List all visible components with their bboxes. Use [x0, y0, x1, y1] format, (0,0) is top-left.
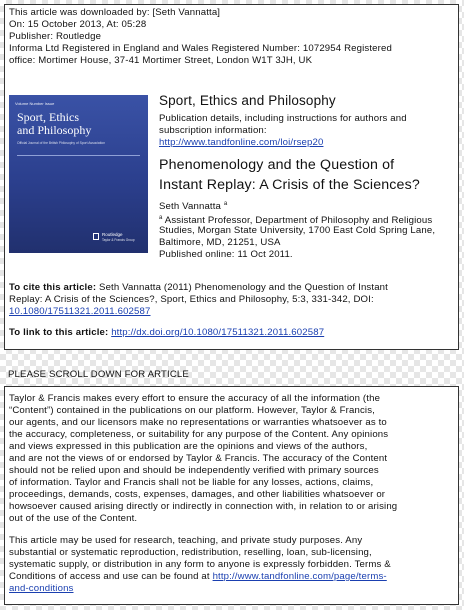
disclaimer-box [4, 386, 459, 605]
disclaimer-line: proceedings, demands, costs, expenses, damages, and other liabilities whatsoever or [9, 489, 386, 500]
terms-line: This article may be used for research, teaching, and private study purposes. Any [9, 535, 363, 546]
affiliation-line-3: Baltimore, MD, 21251, USA [159, 237, 281, 248]
cover-title-line-1: Sport, Ethics [17, 110, 79, 124]
download-info: This article was downloaded by: [Seth Vannatta] [9, 7, 221, 18]
registration-line-1: Informa Ltd Registered in England and Wales Registered Number: 1072954 Registered [9, 43, 392, 54]
citation-doi-link[interactable]: 10.1080/17511321.2011.602587 [9, 306, 151, 317]
journal-url-link[interactable]: http://www.tandfonline.com/loi/rsep20 [159, 137, 324, 148]
cover-volume-line: Volume Number Issue [15, 101, 55, 106]
author-name-text: Seth Vannatta [159, 201, 222, 213]
publication-details-line-2: subscription information: [159, 125, 267, 136]
cover-publisher: Routledge [102, 232, 123, 237]
affiliation-line-1-text: Assistant Professor, Department of Philosophy and Religious [164, 215, 433, 227]
article-title-line-1: Phenomenology and the Question of [159, 157, 395, 173]
disclaimer-line: “Content”) contained in the publications on our platform. However, Taylor & Francis, [9, 405, 375, 416]
cover-title-line-2: and Philosophy [17, 123, 92, 137]
citation-line-1 [9, 282, 388, 294]
publication-details-line-1: Publication details, including instructions for authors and [159, 113, 407, 124]
terms-line-prefix: Conditions of access and use can be found at [9, 571, 213, 582]
terms-line: systematic supply, or distribution in any form to anyone is expressly forbidden. Terms & [9, 559, 391, 570]
terms-line: substantial or systematic reproduction, redistribution, reselling, loan, sub-licensing, [9, 547, 372, 558]
disclaimer-line: out of the use of the Content. [9, 513, 138, 524]
disclaimer-line: and views expressed in this publication are the opinions and views of the authors, [9, 441, 368, 452]
article-title-line-2: Instant Replay: A Crisis of the Sciences? [159, 177, 420, 193]
terms-link[interactable]: http://www.tandfonline.com/page/terms- [212, 571, 387, 582]
author-superscript: a [223, 201, 228, 207]
terms-line [9, 571, 387, 583]
citation-text-1: Seth Vannatta (2011) Phenomenology and the Question of Instant [96, 282, 388, 293]
citation-label: To cite this article: [9, 282, 97, 293]
disclaimer-line: should not be relied upon and should be independently verified with primary sources [9, 465, 379, 476]
download-date: On: 15 October 2013, At: 05:28 [9, 19, 147, 30]
published-date: Published online: 11 Oct 2011. [159, 249, 293, 260]
scroll-down-heading: PLEASE SCROLL DOWN FOR ARTICLE [8, 369, 189, 380]
routledge-logo-icon [93, 233, 99, 240]
author-name [159, 199, 227, 213]
affiliation-superscript: a [159, 215, 163, 221]
disclaimer-line: Taylor & Francis makes every effort to ensure the accuracy of all the information (the [9, 393, 381, 404]
article-doi-link[interactable]: http://dx.doi.org/10.1080/17511321.2011.602587 [111, 327, 325, 338]
publisher: Publisher: Routledge [9, 31, 102, 42]
cover-divider [17, 155, 140, 156]
disclaimer-line: of information. Taylor and Francis shall not be liable for any losses, actions, claims, [9, 477, 374, 488]
article-link-label: To link to this article: [9, 327, 112, 338]
disclaimer-line: and are not the views of or endorsed by Taylor & Francis. The accuracy of the Content [9, 453, 388, 464]
disclaimer-line: howsoever caused arising directly or indirectly in connection with, in relation to or arising [9, 501, 398, 512]
disclaimer-line: the accuracy, completeness, or suitability for any purpose of the Content. Any opinions [9, 429, 389, 440]
citation-line-2: Replay: A Crisis of the Sciences?, Sport, Ethics and Philosophy, 5:3, 331-342, DOI: [9, 294, 374, 305]
cover-publisher-sub: Taylor & Francis Group [102, 238, 135, 242]
journal-name: Sport, Ethics and Philosophy [159, 93, 336, 108]
registration-line-2: office: Mortimer House, 37-41 Mortimer Street, London W1T 3JH, UK [9, 55, 313, 66]
article-link-line [9, 327, 324, 339]
disclaimer-line: our agents, and our licensors make no representations or warranties whatsoever as to [9, 417, 387, 428]
terms-link-continued[interactable]: and-conditions [9, 583, 74, 594]
article-info-box [4, 4, 459, 350]
affiliation-line-2: Studies, Morgan State University, 1700 East Cold Spring Lane, [159, 225, 436, 236]
cover-subtitle: Official Journal of the British Philosophy of Sport Association [17, 141, 106, 145]
journal-cover-image [9, 95, 148, 253]
